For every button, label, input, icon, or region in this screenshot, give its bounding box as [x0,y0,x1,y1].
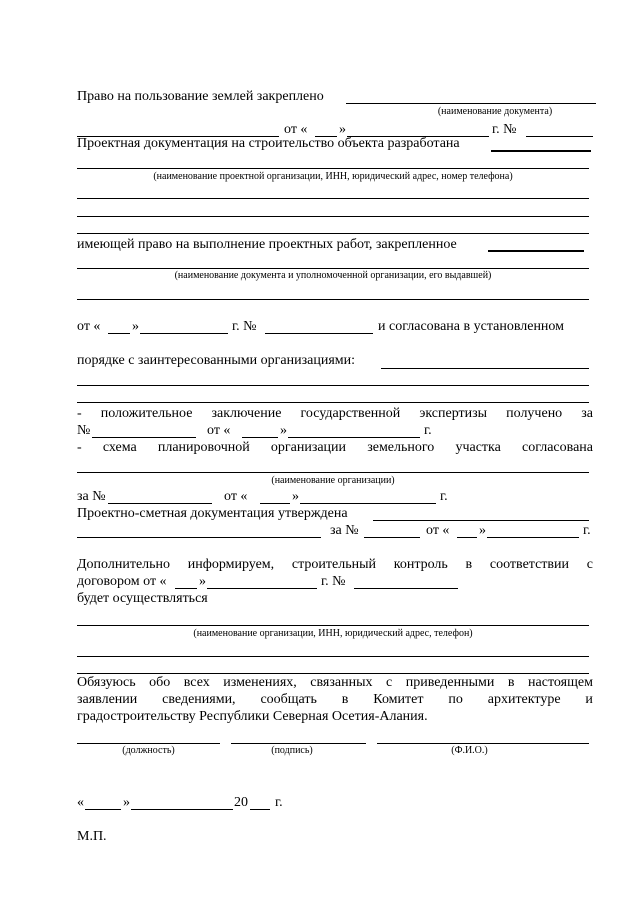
scheme-year-label: г. [440,489,448,504]
approval-tail-text: и согласована в установленном [378,319,565,334]
full-name-caption: (Ф.И.О.) [451,745,488,756]
pledge-word: приведенными [405,675,495,690]
pledge-word: архитектуре [487,692,561,707]
expertise-date-open: от « [207,423,231,438]
position-field[interactable] [77,743,220,744]
control-word: контроль [393,557,448,572]
project-docs-label: Проектная документация на строительство объекта разработана [77,136,460,151]
expertise-year-label: г. [424,423,432,438]
scheme-month-field[interactable] [300,503,436,504]
project-org-line-4[interactable] [77,233,589,234]
signature-field[interactable] [231,743,366,744]
estimate-org-field[interactable] [373,520,589,521]
expertise-word: государственной [300,406,401,421]
approval-number-field[interactable] [265,333,373,334]
design-right-field-short[interactable] [488,250,584,252]
expertise-day-field[interactable] [242,437,278,438]
scheme-date-open: от « [224,489,248,504]
design-right-field[interactable] [77,268,589,269]
pledge-word: по [448,692,463,707]
date-day-field[interactable] [85,809,121,810]
control-org-caption: (наименование организации, ИНН, юридический адрес, телефон) [193,628,473,639]
pledge-line-2 [77,692,593,708]
control-org-line-2[interactable] [77,656,589,657]
estimate-year-label: г. [583,523,591,538]
pledge-line-3: градостроительству Республики Северная Осетия-Алания. [77,709,428,724]
control-day-field[interactable] [175,588,197,589]
project-org-field-short[interactable] [491,150,591,152]
land-document-field[interactable] [346,103,596,104]
pledge-line-1 [77,675,593,691]
scheme-org-field[interactable] [77,472,589,473]
scheme-word: схема [102,440,137,455]
land-number-field[interactable] [526,136,593,137]
expertise-word: получено [506,406,563,421]
date-close-quote: » [123,795,130,810]
pledge-word: в [341,692,349,707]
land-right-label: Право на пользование землей закреплено [77,89,324,104]
expertise-number-label: № [77,423,91,438]
estimate-date-close: » [479,523,486,538]
expertise-word: положительное [100,406,193,421]
stakeholders-line-2[interactable] [77,385,589,386]
scheme-word: согласована [521,440,593,455]
scheme-number-label: за № [77,489,106,504]
pledge-word: Комитет [373,692,424,707]
approval-date-open: от « [77,319,101,334]
control-word: в [465,557,473,572]
pledge-word: с [386,675,393,690]
scheme-org-caption: (наименование организации) [271,475,395,486]
expertise-word: экспертизы [419,406,488,421]
stamp-place-label: М.П. [77,829,107,844]
project-org-caption: (наименование проектной организации, ИНН, юридический адрес, номер телефона) [153,171,513,182]
land-date-open: от « [284,122,308,137]
expertise-number-field[interactable] [92,437,196,438]
control-text [77,557,593,573]
pledge-word: сведениями, [162,692,236,707]
scheme-day-field[interactable] [260,503,290,504]
estimate-date-open: от « [426,523,450,538]
signature-caption: (подпись) [271,745,313,756]
control-org-line-3[interactable] [77,673,589,674]
control-month-field[interactable] [207,588,317,589]
scheme-word: планировочной [157,440,250,455]
expertise-text [77,406,593,422]
pledge-word: обо [149,675,171,690]
design-right-caption: (наименование документа и уполномоченной организации, его выдавшей) [174,270,492,281]
scheme-number-field[interactable] [108,503,212,504]
land-number-label: г. № [492,122,517,137]
pledge-word: связанных [310,675,373,690]
control-word: Дополнительно [77,557,171,572]
stakeholders-line-3[interactable] [77,402,589,403]
design-right-line-2[interactable] [77,299,589,300]
design-right-label: имеющей право на выполнение проектных работ, закрепленное [77,237,457,252]
scheme-date-close: » [292,489,299,504]
control-number-label: г. № [321,574,346,589]
control-word: строительный [291,557,376,572]
date-year-label: г. [275,795,283,810]
scheme-word: - [77,440,82,455]
scheme-word: организации [270,440,347,455]
date-year-prefix: 20 [234,795,248,810]
position-caption: (должность) [122,745,175,756]
date-open-quote: « [77,795,84,810]
pledge-word: в [507,675,515,690]
estimate-month-field[interactable] [487,537,579,538]
land-date-close: » [339,122,346,137]
expertise-date-close: » [280,423,287,438]
approval-date-close: » [132,319,139,334]
pledge-word: настоящем [528,675,593,690]
estimate-number-label: за № [330,523,359,538]
control-word: с [586,557,593,572]
approval-month-field[interactable] [140,333,228,334]
estimate-number-field[interactable] [364,537,420,538]
stakeholders-field[interactable] [381,368,589,369]
land-document-caption: (наименование документа) [437,106,553,117]
estimate-day-field[interactable] [457,537,477,538]
project-org-field[interactable] [77,168,589,169]
pledge-word: заявлении [77,692,138,707]
project-org-line-3[interactable] [77,216,589,217]
project-org-line-2[interactable] [77,198,589,199]
full-name-field[interactable] [377,743,589,744]
approval-day-field[interactable] [108,333,130,334]
expertise-month-field[interactable] [288,437,420,438]
pledge-word: сообщать [260,692,317,707]
control-date-close: » [199,574,206,589]
approval-number-label: г. № [232,319,257,334]
control-contract-label: договором от « [77,574,167,589]
scheme-word: земельного [367,440,435,455]
control-number-field[interactable] [354,588,458,589]
estimate-issuer-field[interactable] [77,537,321,538]
control-word: соответствии [489,557,569,572]
expertise-word: за [581,406,593,421]
date-year-field[interactable] [250,809,270,810]
expertise-word: заключение [211,406,282,421]
pledge-word: всех [183,675,210,690]
pledge-word: изменениях, [223,675,297,690]
control-org-field[interactable] [77,625,589,626]
expertise-word: - [77,406,82,421]
stakeholders-label: порядке с заинтересованными организациями: [77,353,356,368]
control-word: информируем, [187,557,275,572]
pledge-word: Обязуюсь [77,675,136,690]
scheme-word: участка [455,440,501,455]
date-month-field[interactable] [131,809,233,810]
control-tail-text: будет осуществляться [77,591,208,606]
estimate-label: Проектно-сметная документация утверждена [77,506,348,521]
pledge-word: и [585,692,593,707]
scheme-text [77,440,593,456]
